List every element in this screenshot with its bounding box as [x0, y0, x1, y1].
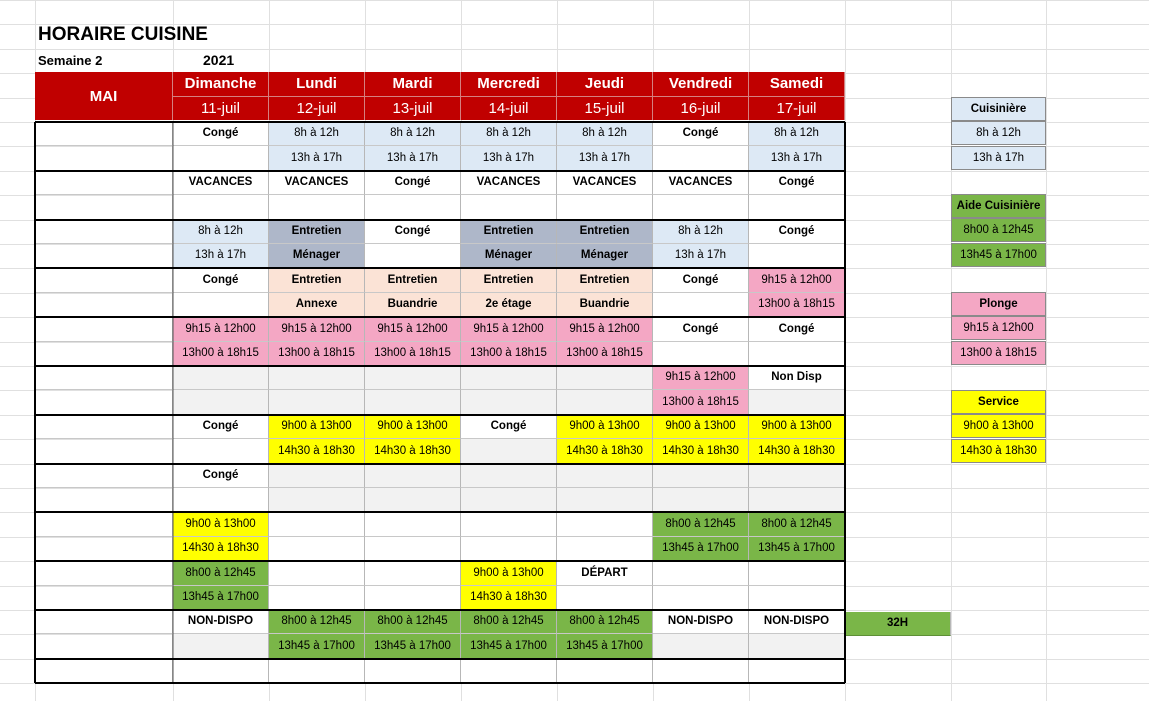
- schedule-cell[interactable]: 13h à 17h: [173, 244, 269, 268]
- schedule-cell[interactable]: 14h30 à 18h30: [749, 439, 845, 464]
- year-label: 2021: [203, 52, 235, 68]
- schedule-cell[interactable]: Congé: [653, 317, 749, 342]
- schedule-cell[interactable]: 9h00 à 13h00: [269, 415, 365, 439]
- schedule-cell[interactable]: Congé: [173, 122, 269, 146]
- employee-name-cell[interactable]: [35, 390, 173, 415]
- schedule-cell[interactable]: [173, 146, 269, 171]
- schedule-cell[interactable]: [365, 488, 461, 512]
- schedule-cell[interactable]: [269, 195, 365, 220]
- employee-name-cell[interactable]: [35, 512, 173, 537]
- legend-role-label[interactable]: Cuisinière: [951, 97, 1046, 121]
- legend-shift-cell[interactable]: 9h00 à 13h00: [951, 414, 1046, 438]
- employee-name-cell[interactable]: [35, 439, 173, 464]
- schedule-cell[interactable]: 9h00 à 13h00: [557, 415, 653, 439]
- schedule-cell[interactable]: Congé: [173, 464, 269, 488]
- schedule-cell[interactable]: [173, 390, 269, 415]
- schedule-cell[interactable]: [173, 659, 269, 683]
- employee-name-cell[interactable]: [35, 366, 173, 390]
- schedule-cell[interactable]: [269, 512, 365, 537]
- sheet-title: HORAIRE CUISINE: [38, 24, 208, 45]
- legend-role-label[interactable]: Service: [951, 390, 1046, 414]
- schedule-cell[interactable]: 13h45 à 17h00: [749, 537, 845, 561]
- schedule-cell[interactable]: Congé: [653, 122, 749, 146]
- schedule-cell[interactable]: Entretien: [269, 220, 365, 244]
- schedule-cell[interactable]: Congé: [749, 220, 845, 244]
- schedule-cell[interactable]: [653, 561, 749, 586]
- schedule-cell[interactable]: DÉPART: [557, 561, 653, 586]
- schedule-cell[interactable]: 8h00 à 12h45: [653, 512, 749, 537]
- schedule-cell[interactable]: 13h à 17h: [653, 244, 749, 268]
- schedule-cell[interactable]: 13h à 17h: [749, 146, 845, 171]
- schedule-cell[interactable]: Entretien: [557, 220, 653, 244]
- schedule-cell[interactable]: [749, 342, 845, 366]
- schedule-cell[interactable]: Congé: [365, 171, 461, 195]
- schedule-cell[interactable]: 8h à 12h: [653, 220, 749, 244]
- schedule-cell[interactable]: [461, 390, 557, 415]
- schedule-cell[interactable]: 8h à 12h: [749, 122, 845, 146]
- schedule-cell[interactable]: [461, 195, 557, 220]
- schedule-cell[interactable]: 13h à 17h: [269, 146, 365, 171]
- schedule-cell[interactable]: [461, 512, 557, 537]
- schedule-cell[interactable]: [269, 366, 365, 390]
- schedule-cell[interactable]: [461, 366, 557, 390]
- schedule-cell[interactable]: [365, 390, 461, 415]
- day-name-header: Lundi: [269, 72, 365, 96]
- schedule-cell[interactable]: 8h00 à 12h45: [749, 512, 845, 537]
- schedule-cell[interactable]: 13h00 à 18h15: [749, 293, 845, 317]
- schedule-cell[interactable]: 13h45 à 17h00: [269, 634, 365, 659]
- schedule-cell[interactable]: 13h00 à 18h15: [173, 342, 269, 366]
- legend-role-label[interactable]: Plonge: [951, 292, 1046, 316]
- schedule-cell[interactable]: [557, 488, 653, 512]
- employee-name-cell[interactable]: [35, 342, 173, 366]
- schedule-cell[interactable]: [365, 586, 461, 610]
- schedule-cell[interactable]: NON-DISPO: [749, 610, 845, 634]
- legend-shift-cell[interactable]: 14h30 à 18h30: [951, 439, 1046, 463]
- schedule-cell[interactable]: 14h30 à 18h30: [365, 439, 461, 464]
- legend-shift-cell[interactable]: 8h00 à 12h45: [951, 218, 1046, 242]
- schedule-cell[interactable]: [461, 659, 557, 683]
- schedule-cell[interactable]: 8h00 à 12h45: [173, 561, 269, 586]
- schedule-cell[interactable]: Buandrie: [557, 293, 653, 317]
- schedule-cell[interactable]: Entretien: [461, 220, 557, 244]
- employee-name-cell[interactable]: [35, 171, 173, 195]
- employee-name-cell[interactable]: [35, 488, 173, 512]
- schedule-cell[interactable]: [749, 586, 845, 610]
- employee-name-cell[interactable]: [35, 220, 173, 244]
- employee-name-cell[interactable]: [35, 464, 173, 488]
- employee-name-cell[interactable]: [35, 195, 173, 220]
- schedule-cell[interactable]: [557, 366, 653, 390]
- employee-name-cell[interactable]: [35, 415, 173, 439]
- schedule-cell[interactable]: [557, 586, 653, 610]
- schedule-cell[interactable]: 9h00 à 13h00: [461, 561, 557, 586]
- day-date-header: 16-juil: [653, 96, 749, 120]
- schedule-cell[interactable]: [173, 634, 269, 659]
- schedule-cell[interactable]: Buandrie: [365, 293, 461, 317]
- legend-shift-cell[interactable]: 13h45 à 17h00: [951, 243, 1046, 267]
- schedule-cell[interactable]: 8h00 à 12h45: [365, 610, 461, 634]
- schedule-cell[interactable]: Entretien: [365, 268, 461, 293]
- schedule-cell[interactable]: VACANCES: [557, 171, 653, 195]
- schedule-cell[interactable]: [461, 488, 557, 512]
- schedule-cell[interactable]: [653, 293, 749, 317]
- schedule-cell[interactable]: [365, 537, 461, 561]
- employee-name-cell[interactable]: [35, 317, 173, 342]
- schedule-cell[interactable]: [653, 586, 749, 610]
- schedule-cell[interactable]: 9h15 à 12h00: [749, 268, 845, 293]
- schedule-cell[interactable]: [557, 195, 653, 220]
- schedule-cell[interactable]: [365, 659, 461, 683]
- schedule-cell[interactable]: [653, 146, 749, 171]
- schedule-cell[interactable]: Congé: [173, 268, 269, 293]
- schedule-cell[interactable]: 8h00 à 12h45: [557, 610, 653, 634]
- schedule-cell[interactable]: [365, 195, 461, 220]
- schedule-cell[interactable]: 14h30 à 18h30: [557, 439, 653, 464]
- schedule-cell[interactable]: [749, 195, 845, 220]
- day-date-header: 12-juil: [269, 96, 365, 120]
- schedule-cell[interactable]: Congé: [173, 415, 269, 439]
- schedule-cell[interactable]: VACANCES: [653, 171, 749, 195]
- schedule-cell[interactable]: NON-DISPO: [173, 610, 269, 634]
- schedule-cell[interactable]: [749, 390, 845, 415]
- schedule-cell[interactable]: 9h15 à 12h00: [557, 317, 653, 342]
- employee-name-cell[interactable]: [35, 122, 173, 146]
- schedule-cell[interactable]: [269, 561, 365, 586]
- schedule-cell[interactable]: 13h00 à 18h15: [269, 342, 365, 366]
- schedule-cell[interactable]: Congé: [365, 220, 461, 244]
- schedule-cell[interactable]: [653, 195, 749, 220]
- schedule-cell[interactable]: [365, 561, 461, 586]
- schedule-cell[interactable]: [269, 464, 365, 488]
- schedule-cell[interactable]: Congé: [653, 268, 749, 293]
- schedule-cell[interactable]: [653, 634, 749, 659]
- schedule-cell[interactable]: 13h00 à 18h15: [365, 342, 461, 366]
- total-hours-cell[interactable]: 32H: [845, 612, 951, 636]
- schedule-cell[interactable]: 9h00 à 13h00: [653, 415, 749, 439]
- schedule-cell[interactable]: [653, 488, 749, 512]
- legend-shift-cell[interactable]: 8h à 12h: [951, 121, 1046, 145]
- schedule-cell[interactable]: [173, 195, 269, 220]
- schedule-cell[interactable]: VACANCES: [173, 171, 269, 195]
- schedule-cell[interactable]: 13h à 17h: [365, 146, 461, 171]
- schedule-cell[interactable]: 13h00 à 18h15: [557, 342, 653, 366]
- schedule-cell[interactable]: 14h30 à 18h30: [269, 439, 365, 464]
- schedule-cell[interactable]: 8h00 à 12h45: [461, 610, 557, 634]
- week-label: Semaine 2: [38, 53, 103, 68]
- schedule-cell[interactable]: VACANCES: [461, 171, 557, 195]
- employee-name-cell[interactable]: [35, 561, 173, 586]
- schedule-cell[interactable]: [749, 659, 845, 683]
- employee-name-cell[interactable]: [35, 659, 173, 683]
- schedule-cell[interactable]: 14h30 à 18h30: [653, 439, 749, 464]
- day-name-header: Mardi: [365, 72, 461, 96]
- day-date-header: 15-juil: [557, 96, 653, 120]
- schedule-cell[interactable]: Entretien: [461, 268, 557, 293]
- schedule-cell[interactable]: 14h30 à 18h30: [173, 537, 269, 561]
- schedule-cell[interactable]: [461, 439, 557, 464]
- schedule-cell[interactable]: 9h15 à 12h00: [269, 317, 365, 342]
- schedule-cell[interactable]: [749, 634, 845, 659]
- schedule-cell[interactable]: [653, 342, 749, 366]
- schedule-cell[interactable]: [269, 390, 365, 415]
- schedule-cell[interactable]: 14h30 à 18h30: [461, 586, 557, 610]
- employee-name-cell[interactable]: [35, 634, 173, 659]
- month-header: MAI: [35, 72, 173, 120]
- schedule-cell[interactable]: [749, 488, 845, 512]
- schedule-cell[interactable]: [557, 390, 653, 415]
- schedule-cell[interactable]: [173, 488, 269, 512]
- schedule-cell[interactable]: 8h à 12h: [173, 220, 269, 244]
- schedule-cell[interactable]: 9h15 à 12h00: [653, 366, 749, 390]
- day-date-header: 13-juil: [365, 96, 461, 120]
- schedule-cell[interactable]: Congé: [749, 171, 845, 195]
- schedule-cell[interactable]: 13h à 17h: [557, 146, 653, 171]
- schedule-cell[interactable]: Ménager: [461, 244, 557, 268]
- schedule-cell[interactable]: 13h45 à 17h00: [461, 634, 557, 659]
- schedule-cell[interactable]: [557, 537, 653, 561]
- employee-name-cell[interactable]: [35, 244, 173, 268]
- employee-name-cell[interactable]: [35, 586, 173, 610]
- schedule-cell[interactable]: 8h à 12h: [461, 122, 557, 146]
- day-date-header: 17-juil: [749, 96, 845, 120]
- day-name-header: Samedi: [749, 72, 845, 96]
- employee-name-cell[interactable]: [35, 146, 173, 171]
- schedule-cell[interactable]: [653, 659, 749, 683]
- legend-shift-cell[interactable]: 9h15 à 12h00: [951, 316, 1046, 340]
- schedule-cell[interactable]: Non Disp: [749, 366, 845, 390]
- schedule-cell[interactable]: [365, 512, 461, 537]
- schedule-cell[interactable]: Entretien: [269, 268, 365, 293]
- schedule-cell[interactable]: 8h à 12h: [269, 122, 365, 146]
- schedule-cell[interactable]: [269, 586, 365, 610]
- schedule-cell[interactable]: 9h15 à 12h00: [365, 317, 461, 342]
- day-date-header: 14-juil: [461, 96, 557, 120]
- schedule-cell[interactable]: [269, 659, 365, 683]
- schedule-cell[interactable]: [557, 659, 653, 683]
- schedule-cell[interactable]: 13h à 17h: [461, 146, 557, 171]
- legend-role-label[interactable]: Aide Cuisinière: [951, 194, 1046, 218]
- schedule-cell[interactable]: [173, 293, 269, 317]
- schedule-cell[interactable]: [173, 439, 269, 464]
- schedule-cell[interactable]: 8h à 12h: [557, 122, 653, 146]
- day-name-header: Mercredi: [461, 72, 557, 96]
- schedule-cell[interactable]: Congé: [749, 317, 845, 342]
- schedule-cell[interactable]: [461, 537, 557, 561]
- schedule-cell[interactable]: Ménager: [269, 244, 365, 268]
- schedule-cell[interactable]: [365, 464, 461, 488]
- schedule-cell[interactable]: 8h à 12h: [365, 122, 461, 146]
- schedule-cell[interactable]: 13h00 à 18h15: [653, 390, 749, 415]
- schedule-cell[interactable]: 9h00 à 13h00: [173, 512, 269, 537]
- schedule-cell[interactable]: [173, 366, 269, 390]
- schedule-cell[interactable]: Entretien: [557, 268, 653, 293]
- schedule-cell[interactable]: [749, 464, 845, 488]
- schedule-cell[interactable]: 9h15 à 12h00: [173, 317, 269, 342]
- schedule-cell[interactable]: 13h00 à 18h15: [461, 342, 557, 366]
- schedule-cell[interactable]: NON-DISPO: [653, 610, 749, 634]
- employee-name-cell[interactable]: [35, 537, 173, 561]
- schedule-cell[interactable]: 13h45 à 17h00: [653, 537, 749, 561]
- legend-shift-cell[interactable]: 13h à 17h: [951, 146, 1046, 170]
- schedule-cell[interactable]: Congé: [461, 415, 557, 439]
- day-date-header: 11-juil: [173, 96, 269, 120]
- schedule-cell[interactable]: 9h15 à 12h00: [461, 317, 557, 342]
- schedule-cell[interactable]: 13h45 à 17h00: [173, 586, 269, 610]
- schedule-cell[interactable]: 13h45 à 17h00: [365, 634, 461, 659]
- schedule-cell[interactable]: Ménager: [557, 244, 653, 268]
- schedule-cell[interactable]: Annexe: [269, 293, 365, 317]
- schedule-cell[interactable]: [749, 561, 845, 586]
- schedule-cell[interactable]: 8h00 à 12h45: [269, 610, 365, 634]
- schedule-cell[interactable]: 13h45 à 17h00: [557, 634, 653, 659]
- legend-shift-cell[interactable]: 13h00 à 18h15: [951, 341, 1046, 365]
- schedule-cell[interactable]: [461, 464, 557, 488]
- schedule-cell[interactable]: 9h00 à 13h00: [365, 415, 461, 439]
- schedule-cell[interactable]: 9h00 à 13h00: [749, 415, 845, 439]
- employee-name-cell[interactable]: [35, 610, 173, 634]
- day-name-header: Vendredi: [653, 72, 749, 96]
- schedule-cell[interactable]: [269, 537, 365, 561]
- day-name-header: Dimanche: [173, 72, 269, 96]
- employee-name-cell[interactable]: [35, 268, 173, 293]
- schedule-cell[interactable]: [749, 244, 845, 268]
- schedule-cell[interactable]: [365, 366, 461, 390]
- schedule-cell[interactable]: 2e étage: [461, 293, 557, 317]
- schedule-cell[interactable]: VACANCES: [269, 171, 365, 195]
- schedule-cell[interactable]: [365, 244, 461, 268]
- schedule-cell[interactable]: [653, 464, 749, 488]
- schedule-cell[interactable]: [557, 512, 653, 537]
- day-name-header: Jeudi: [557, 72, 653, 96]
- schedule-cell[interactable]: [269, 488, 365, 512]
- schedule-cell[interactable]: [557, 464, 653, 488]
- employee-name-cell[interactable]: [35, 293, 173, 317]
